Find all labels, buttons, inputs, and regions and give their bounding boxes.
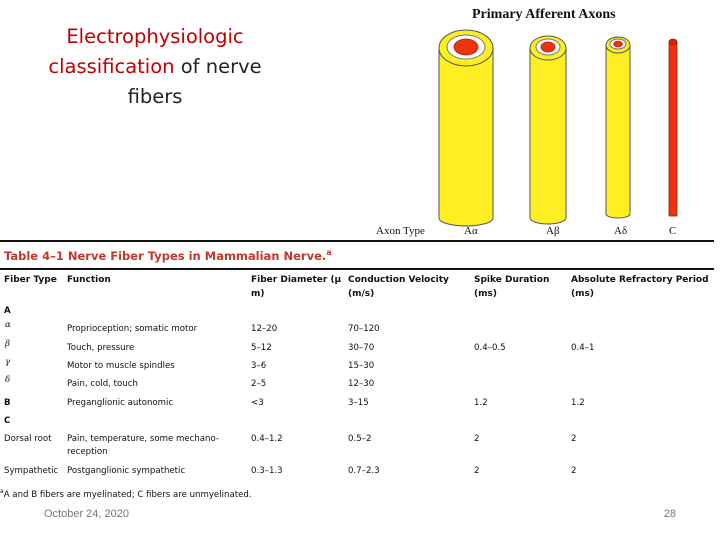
axon-a-delta bbox=[606, 37, 630, 218]
title-highlight: Electrophysiologic classification bbox=[48, 25, 244, 78]
row-beta-function: Touch, pressure bbox=[67, 343, 135, 353]
row-dorsal-root-velocity: 0.5–2 bbox=[348, 434, 372, 444]
table-footnote-text: A and B fibers are myelinated; C fibers are unmyelinated. bbox=[3, 489, 252, 500]
table-caption bbox=[4, 248, 332, 263]
header-diameter bbox=[251, 273, 341, 301]
header-spike-line1: Spike Duration bbox=[474, 275, 550, 285]
row-delta-velocity: 12–30 bbox=[348, 379, 375, 389]
row-alpha-velocity: 70–120 bbox=[348, 324, 380, 334]
row-sympathetic-spike: 2 bbox=[474, 466, 480, 476]
header-velocity bbox=[348, 273, 449, 301]
row-dorsal-root-function bbox=[67, 433, 219, 459]
row-b-function: Preganglionic autonomic bbox=[67, 398, 174, 408]
slide-title bbox=[30, 22, 280, 112]
axon-label-c: C bbox=[669, 225, 677, 237]
row-beta-velocity: 30–70 bbox=[348, 343, 375, 353]
header-diameter-line2: m) bbox=[251, 289, 265, 299]
header-diameter-line1: Fiber Diameter (μ bbox=[251, 275, 342, 285]
axon-illustration bbox=[372, 0, 720, 244]
row-sympathetic-refractory: 2 bbox=[571, 466, 577, 476]
axon-a-beta bbox=[530, 36, 566, 224]
header-spike-line2: (ms) bbox=[474, 289, 497, 299]
row-alpha-function: Proprioception; somatic motor bbox=[67, 324, 198, 334]
row-dorsal-root-function-line2: reception bbox=[67, 447, 108, 457]
row-sympathetic-type: Sympathetic bbox=[4, 466, 59, 476]
row-gamma-velocity: 15–30 bbox=[348, 361, 375, 371]
row-gamma-type: γ bbox=[5, 357, 11, 367]
header-fiber-type: Fiber Type bbox=[4, 275, 57, 285]
row-c-type: C bbox=[4, 416, 11, 426]
axon-type-label: Axon Type bbox=[376, 225, 425, 237]
axon-label-a-alpha: Aα bbox=[464, 225, 478, 237]
header-velocity-line1: Conduction Velocity bbox=[348, 275, 449, 285]
table-footnote-sup: a bbox=[0, 488, 4, 495]
table-caption-sup: a bbox=[326, 248, 332, 257]
table-caption-text: Table 4–1 Nerve Fiber Types in Mammalian Nerve. bbox=[4, 248, 327, 263]
row-alpha-diameter: 12–20 bbox=[251, 324, 278, 334]
header-refractory-line1: Absolute Refractory Period bbox=[571, 275, 709, 285]
row-b-velocity: 3–15 bbox=[348, 398, 369, 408]
axon-figure-heading: Primary Afferent Axons bbox=[472, 7, 616, 22]
row-beta-diameter: 5–12 bbox=[251, 343, 272, 353]
header-spike bbox=[474, 273, 549, 301]
row-dorsal-root-spike: 2 bbox=[474, 434, 480, 444]
row-sympathetic-function: Postganglionic sympathetic bbox=[67, 466, 186, 476]
row-dorsal-root-type: Dorsal root bbox=[4, 434, 52, 444]
axon-a-alpha bbox=[439, 30, 493, 226]
row-gamma-function: Motor to muscle spindles bbox=[67, 361, 175, 371]
row-b-refractory: 1.2 bbox=[571, 398, 585, 408]
row-delta-type: δ bbox=[5, 375, 11, 385]
axon-c bbox=[669, 39, 677, 216]
header-velocity-line2: (m/s) bbox=[348, 289, 375, 299]
row-dorsal-root-diameter: 0.4–1.2 bbox=[251, 434, 283, 444]
axon-label-a-beta: Aβ bbox=[546, 225, 560, 237]
row-sympathetic-velocity: 0.7–2.3 bbox=[348, 466, 380, 476]
row-a-type: A bbox=[4, 306, 11, 316]
row-gamma-diameter: 3–6 bbox=[251, 361, 267, 371]
header-function: Function bbox=[67, 275, 111, 285]
row-delta-function: Pain, cold, touch bbox=[67, 379, 138, 389]
row-b-diameter: <3 bbox=[251, 398, 264, 408]
row-beta-spike: 0.4–0.5 bbox=[474, 343, 506, 353]
row-sympathetic-diameter: 0.3–1.3 bbox=[251, 466, 283, 476]
row-b-type: B bbox=[4, 398, 11, 408]
axon-label-a-delta: Aδ bbox=[614, 225, 628, 237]
axon-figure bbox=[372, 0, 720, 244]
row-beta-type: β bbox=[5, 339, 10, 349]
table-footnote bbox=[0, 488, 252, 500]
nerve-fiber-table bbox=[0, 240, 720, 502]
header-refractory-line2: (ms) bbox=[571, 289, 594, 299]
row-delta-diameter: 2–5 bbox=[251, 379, 267, 389]
slide-number: 28 bbox=[663, 508, 676, 520]
table-top-rule bbox=[0, 240, 714, 242]
table-header-rule bbox=[0, 268, 714, 270]
header-refractory bbox=[571, 273, 709, 301]
title-rest: of nerve fibers bbox=[127, 55, 262, 108]
row-dorsal-root-refractory: 2 bbox=[571, 434, 577, 444]
row-dorsal-root-function-line1: Pain, temperature, some mechano- bbox=[67, 434, 220, 444]
row-beta-refractory: 0.4–1 bbox=[571, 343, 595, 353]
slide-date: October 24, 2020 bbox=[44, 508, 130, 520]
row-b-spike: 1.2 bbox=[474, 398, 488, 408]
row-alpha-type: α bbox=[5, 320, 11, 330]
